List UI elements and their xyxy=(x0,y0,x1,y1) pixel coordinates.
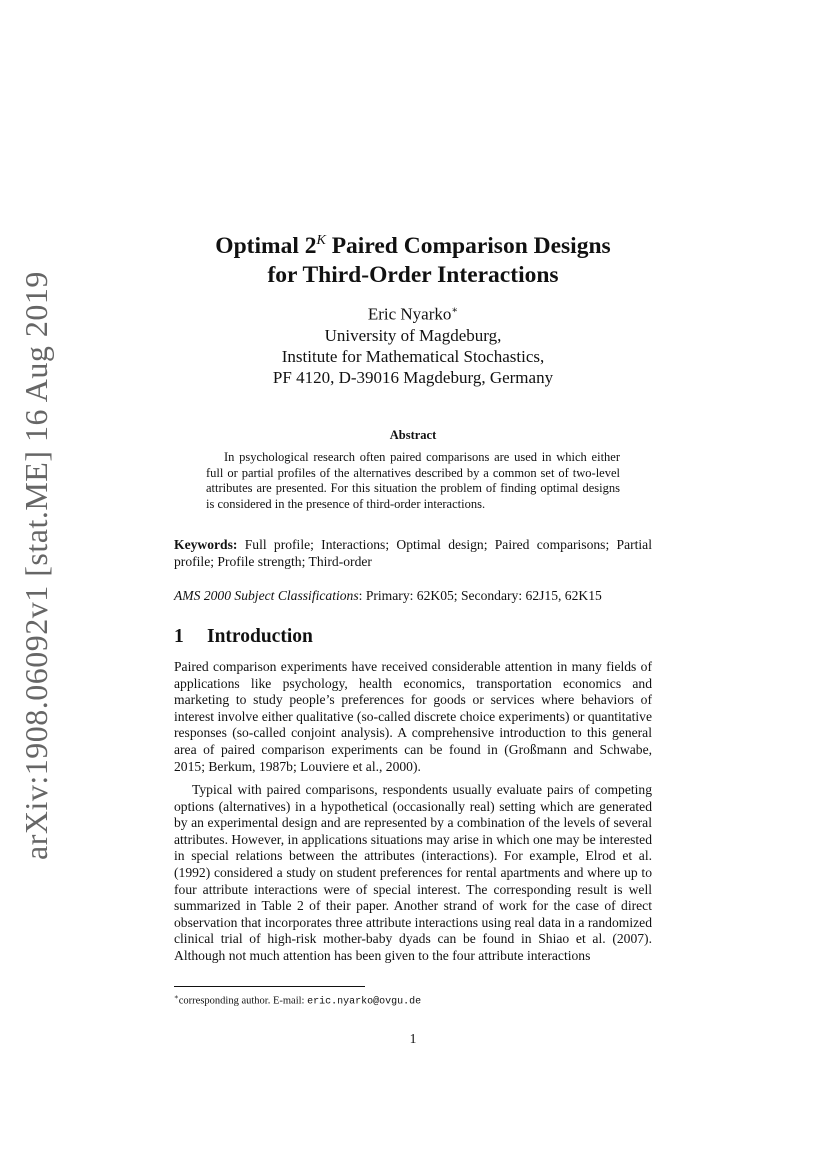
footnote-rule xyxy=(174,986,365,987)
keywords-label: Keywords: xyxy=(174,537,238,552)
page-number: 1 xyxy=(409,1031,417,1046)
abstract-heading: Abstract xyxy=(389,428,437,442)
author-name-line xyxy=(150,300,676,325)
footnote xyxy=(174,991,652,1009)
body-paragraph: Typical with paired comparisons, respondents usually evaluate pairs of competing options (alternatives) in a hypothetical (occasionally real) setting which are generated by an experimental design and are represented by a combination of the levels of several attributes. However, in applications situations may arise in which one may be interested in special relations between the attributes (interactions). For example, Elrod et al. (1992) considered a study on student preferences for rental apartments and where up to four attribute interactions were of special interest. The corresponding result is well summarized in Table 2 of their paper. Another strand of work for the case of direct observation that incorporates three attribute interactions using real data in a randomized clinical trial of high-risk mother-baby dyads can be found in Shiao et al. (2007). Although not much attention has been given to the four attribute interactions xyxy=(174,782,652,963)
author-name: Eric Nyarko xyxy=(367,304,452,324)
affiliation-line: University of Magdeburg, xyxy=(324,325,502,345)
section-title: Introduction xyxy=(207,626,313,647)
affiliation-line: PF 4120, D-39016 Magdeburg, Germany xyxy=(272,367,554,387)
title-suffix: Paired Comparison Designs xyxy=(325,232,611,259)
section-number: 1 xyxy=(174,626,184,647)
arxiv-identifier-stamp: arXiv:1908.06092v1 [stat.ME] 16 Aug 2019 xyxy=(18,271,54,860)
author-footnote-marker: ∗ xyxy=(451,305,459,316)
title-exponent: K xyxy=(316,233,326,248)
title-base: 2 xyxy=(304,232,317,259)
footnote-marker: ∗ xyxy=(174,993,179,1001)
title-line-2: for Third-Order Interactions xyxy=(267,261,559,288)
title-line-1 xyxy=(150,226,676,261)
abstract-text: In psychological research often paired comparisons are used in which either full or partial profiles of the alternatives described by a common set of two-level attributes are presented. For this situation the problem of finding optimal designs is considered in the presence of third-order interactions. xyxy=(206,450,620,511)
keywords-text: Full profile; Interactions; Optimal design; Paired comparisons; Partial profile; Profile strength; Third-order xyxy=(174,537,652,569)
keywords xyxy=(174,536,652,570)
paper-title xyxy=(150,226,676,290)
title-prefix: Optimal xyxy=(215,232,305,259)
body-paragraph: Paired comparison experiments have received considerable attention in many fields of applications like psychology, health economics, transportation economics and marketing to study people’s preferences for goods or services where behaviors of interest involve either qualitative (so-called discrete choice experiments) or quantitative responses (so-called conjoint analysis). A comprehensive introduction to this general area of paired comparison experiments can be found in (Großmann and Schwabe, 2015; Berkum, 1987b; Louviere et al., 2000). xyxy=(174,659,652,774)
ams-classification xyxy=(174,587,652,604)
affiliation-line: Institute for Mathematical Stochastics, xyxy=(281,346,545,366)
ams-label: AMS 2000 Subject Classifications xyxy=(174,588,359,603)
author-block xyxy=(150,300,676,388)
ams-text: : Primary: 62K05; Secondary: 62J15, 62K15 xyxy=(358,588,602,603)
section-heading xyxy=(174,626,313,648)
footnote-text: corresponding author. E-mail: xyxy=(178,995,308,1007)
footnote-email-link[interactable]: eric.nyarko@ovgu.de xyxy=(307,996,422,1008)
